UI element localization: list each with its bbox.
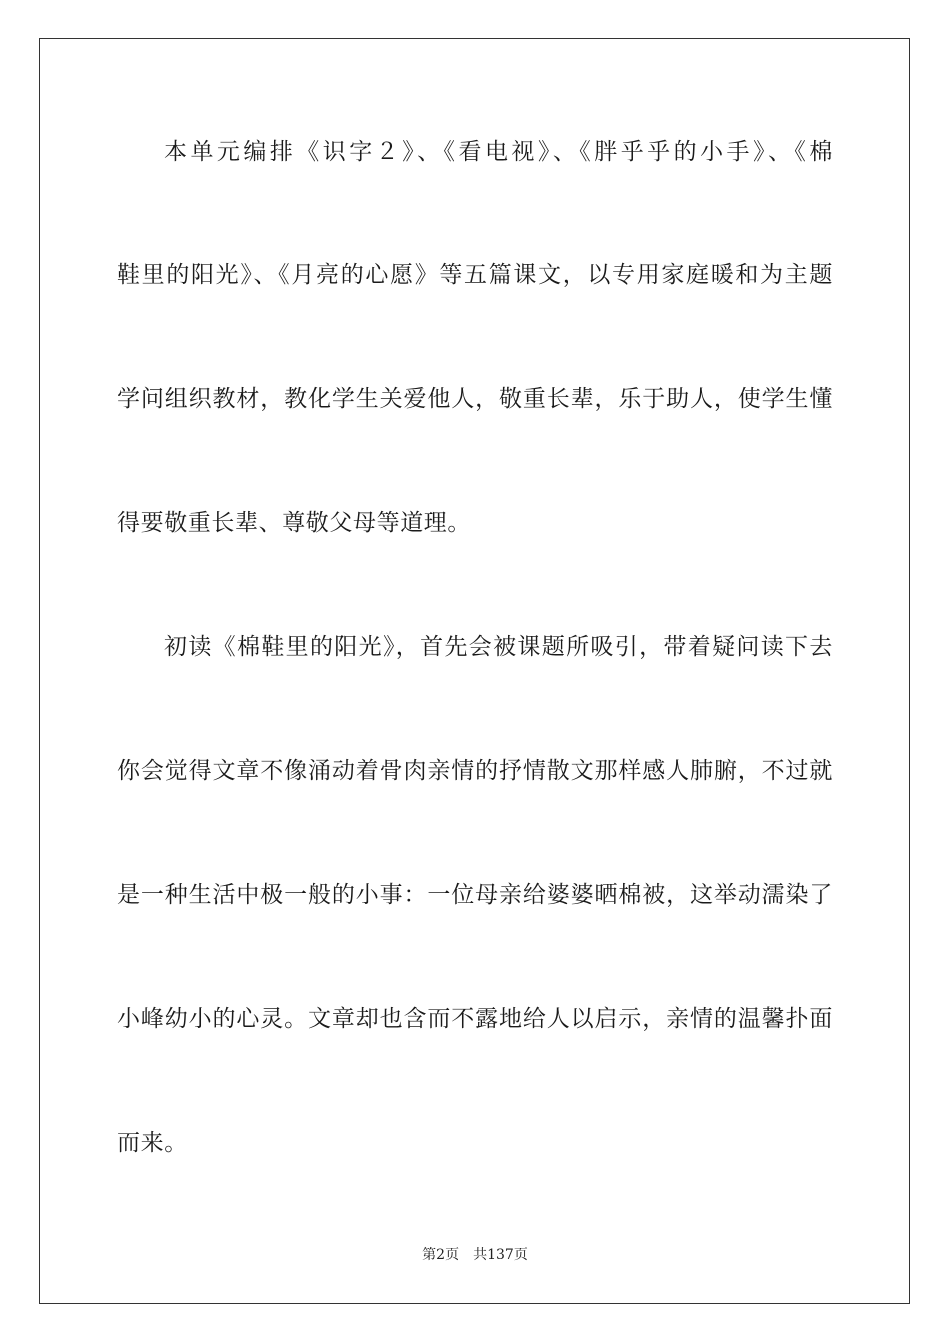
page-border <box>39 38 910 1304</box>
paragraph-1-line-1: 本单元编排《识字２》、《看电视》、《胖乎乎的小手》、《棉 <box>164 139 833 165</box>
paragraph-1-line-2: 鞋里的阳光》、《月亮的心愿》等五篇课文，以专用家庭暖和为主题 <box>117 262 833 288</box>
paragraph-2-line-5: 而来。 <box>117 1130 188 1156</box>
paragraph-2-line-2: 你会觉得文章不像涌动着骨肉亲情的抒情散文那样感人肺腑，不过就 <box>117 758 833 784</box>
paragraph-2-line-4: 小峰幼小的心灵。文章却也含而不露地给人以启示，亲情的温馨扑面 <box>117 1006 833 1032</box>
paragraph-2-line-3: 是一种生活中极一般的小事：一位母亲给婆婆晒棉被，这举动濡染了 <box>117 882 833 908</box>
page-footer <box>0 1246 950 1264</box>
page-number: 第2页 <box>422 1247 460 1263</box>
paragraph-1-line-4: 得要敬重长辈、尊敬父母等道理。 <box>117 510 471 536</box>
total-pages: 共137页 <box>473 1247 528 1263</box>
paragraph-1-line-3: 学问组织教材，教化学生关爱他人，敬重长辈，乐于助人，使学生懂 <box>117 386 833 412</box>
paragraph-2-line-1: 初读《棉鞋里的阳光》，首先会被课题所吸引，带着疑问读下去 <box>164 634 833 660</box>
